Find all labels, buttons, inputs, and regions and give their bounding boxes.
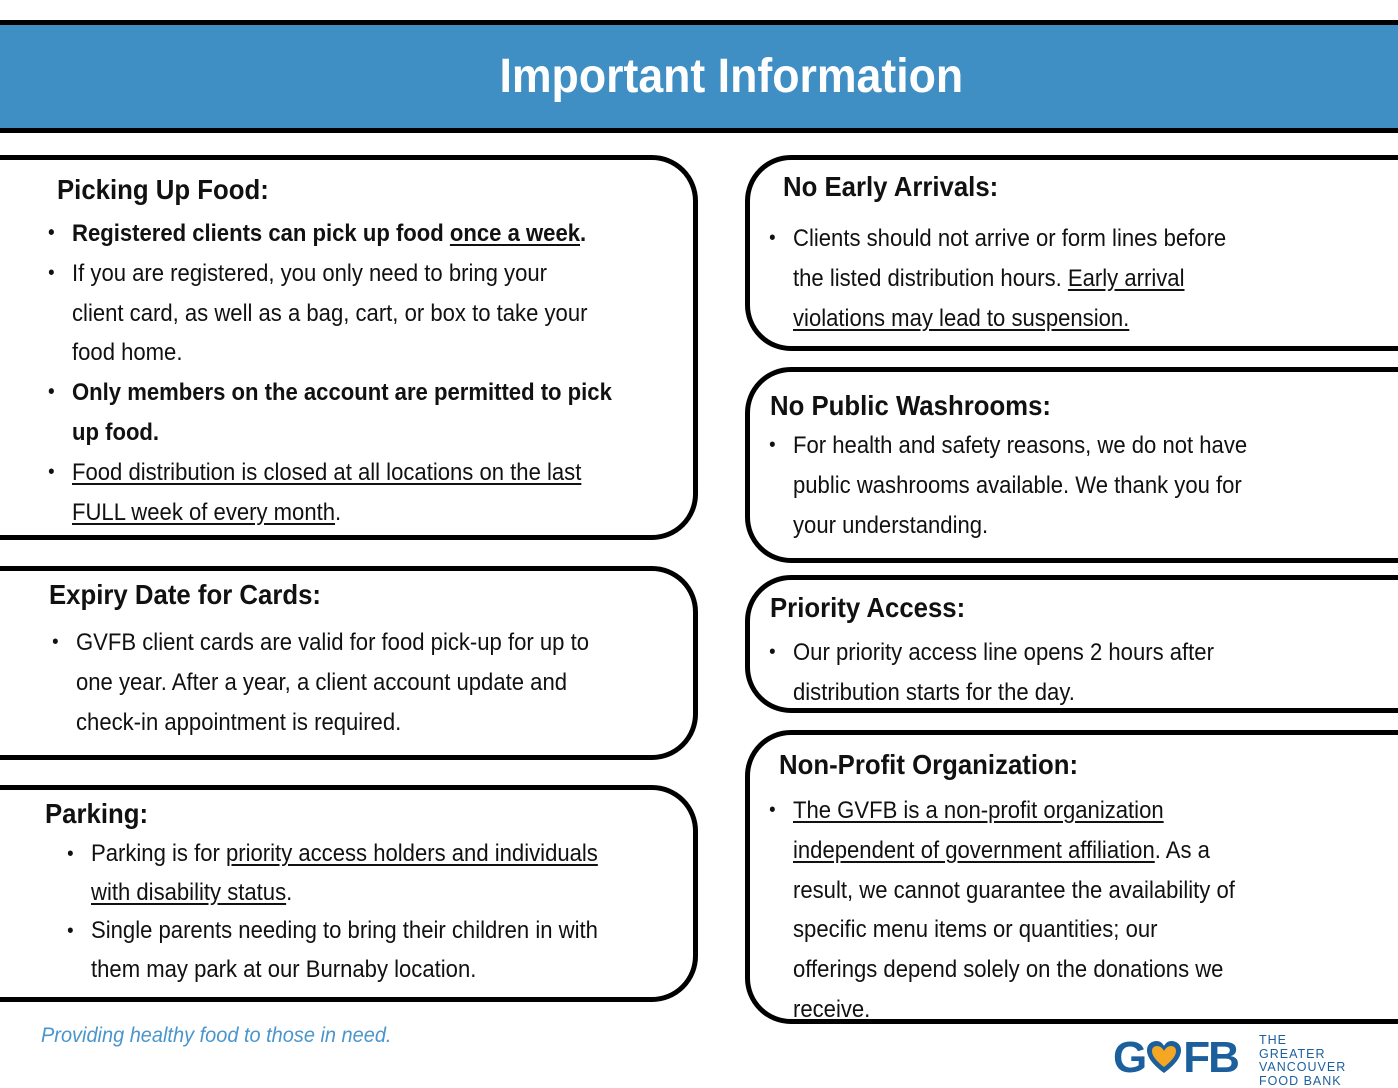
bullet-text: Single parents needing to bring their children in with <box>91 917 598 944</box>
section-title: Picking Up Food: <box>57 174 269 206</box>
section-expiry-date <box>0 566 698 760</box>
bullet-text: check-in appointment is required. <box>76 709 401 736</box>
section-non-profit <box>745 730 1398 1024</box>
bullet-list <box>793 791 1273 1030</box>
bullet-text: If you are registered, you only need to bring your <box>72 260 547 287</box>
bullet-list <box>76 623 634 742</box>
bullet-item <box>793 791 1235 1030</box>
section-parking <box>0 785 698 1002</box>
section-no-early-arrivals <box>745 155 1398 351</box>
section-title: Priority Access: <box>770 592 965 624</box>
bullet-text: food home. <box>72 339 182 366</box>
logo-letter: G <box>1113 1033 1145 1083</box>
section-title: Non-Profit Organization: <box>779 749 1078 781</box>
underlined-text: once a week <box>450 220 580 247</box>
tagline: Providing healthy food to those in need. <box>41 1024 391 1048</box>
section-priority-access <box>745 575 1398 713</box>
section-picking-up-food <box>0 155 698 540</box>
bullet-text: up food. <box>72 419 159 446</box>
bullet-item <box>72 453 612 533</box>
bullet-list <box>793 633 1251 713</box>
bullet-item <box>91 835 598 912</box>
bullet-text: distribution starts for the day. <box>793 679 1075 706</box>
bullet-item <box>72 254 612 373</box>
bullet-item <box>793 219 1226 338</box>
logo-letters: FB <box>1183 1033 1238 1083</box>
bullet-item <box>91 912 598 989</box>
underlined-text: with disability status <box>91 879 286 906</box>
page-title: Important Information <box>499 49 963 104</box>
bullet-text: For health and safety reasons, we do not have <box>793 432 1247 459</box>
bullet-text: Parking is for <box>91 840 226 867</box>
bullet-text: GVFB client cards are valid for food pick-up for up to <box>76 629 589 656</box>
bullet-item <box>793 633 1214 713</box>
bullet-text: . <box>580 220 586 247</box>
bullet-text: client card, as well as a bag, cart, or box to take your <box>72 300 587 327</box>
bullet-list <box>91 835 642 989</box>
bullet-item <box>793 426 1247 545</box>
bullet-text: the listed distribution hours. <box>793 265 1068 292</box>
underlined-text: Food distribution is closed at all locations on the last <box>72 459 581 486</box>
bullet-list <box>793 219 1264 338</box>
bullet-text: . <box>335 499 341 526</box>
bullet-list <box>793 426 1287 545</box>
underlined-text: independent of government affiliation <box>793 837 1155 864</box>
underlined-text: FULL week of every month <box>72 499 335 526</box>
bullet-text: your understanding. <box>793 512 988 539</box>
bullet-text: them may park at our Burnaby location. <box>91 956 476 983</box>
bullet-text: specific menu items or quantities; our <box>793 916 1157 943</box>
bullet-text: offerings depend solely on the donations we <box>793 956 1223 983</box>
bullet-item <box>76 623 589 742</box>
bullet-text: one year. After a year, a client account update and <box>76 669 567 696</box>
underlined-text: The GVFB is a non-profit organization <box>793 797 1164 824</box>
section-no-public-washrooms <box>745 367 1398 563</box>
underlined-text: violations may lead to suspension. <box>793 305 1129 332</box>
heart-icon <box>1146 1040 1182 1076</box>
bullet-text: . As a <box>1155 837 1210 864</box>
logo-mark <box>1113 1033 1238 1083</box>
section-title: Expiry Date for Cards: <box>49 579 321 611</box>
logo-text-line: THE GREATER <box>1259 1034 1353 1061</box>
section-title: No Public Washrooms: <box>770 390 1051 422</box>
bullet-text: Registered clients can pick up food <box>72 220 450 247</box>
underlined-text: priority access holders and individuals <box>226 840 598 867</box>
bullet-item <box>72 214 612 254</box>
bullet-item <box>72 373 612 453</box>
bullet-text: public washrooms available. We thank you for <box>793 472 1242 499</box>
header-banner <box>0 20 1398 133</box>
gvfb-logo <box>1113 1031 1353 1079</box>
bullet-text: Clients should not arrive or form lines before <box>793 225 1226 252</box>
section-title: No Early Arrivals: <box>783 171 998 203</box>
bullet-text: receive. <box>793 996 870 1023</box>
bullet-text: Only members on the account are permitted to pick <box>72 379 612 406</box>
underlined-text: Early arrival <box>1068 265 1185 292</box>
logo-text-line: VANCOUVER <box>1259 1061 1353 1075</box>
section-title: Parking: <box>45 798 148 830</box>
bullet-text: . <box>286 879 292 906</box>
bullet-list <box>72 214 659 532</box>
logo-text-line: FOOD BANK <box>1259 1075 1353 1088</box>
bullet-text: Our priority access line opens 2 hours after <box>793 639 1214 666</box>
bullet-text: result, we cannot guarantee the availability of <box>793 877 1235 904</box>
